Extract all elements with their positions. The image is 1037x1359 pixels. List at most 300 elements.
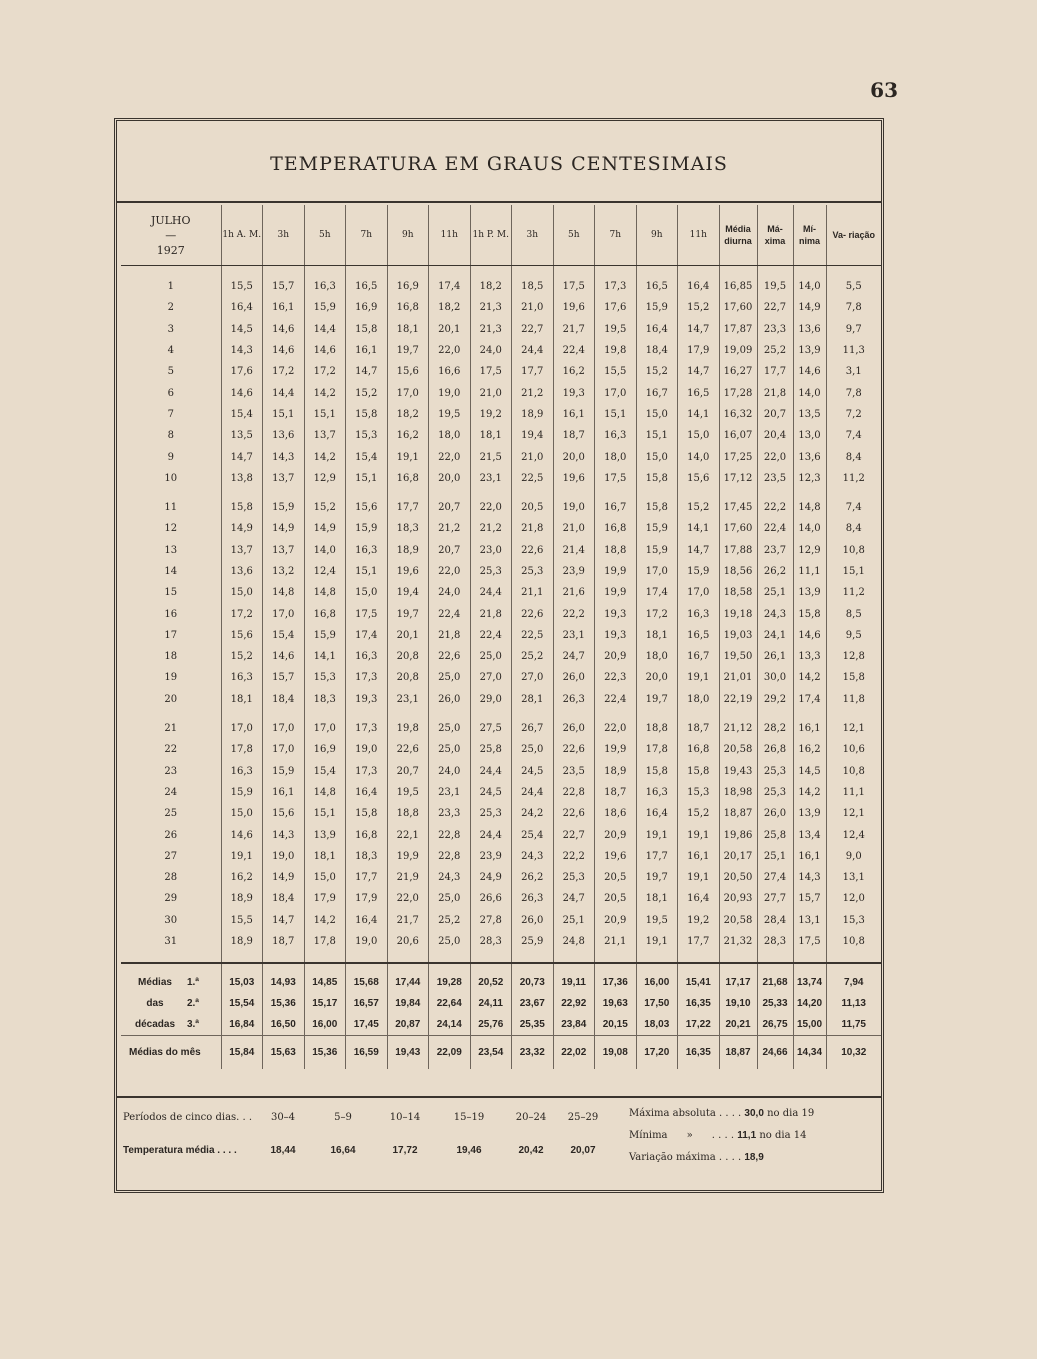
day-number: 4 bbox=[167, 345, 174, 357]
temp-cell: 20,5 bbox=[512, 497, 554, 518]
temp-cell: 18,7 bbox=[595, 782, 637, 803]
temp-cell: 19,50 bbox=[719, 646, 757, 667]
temp-cell: 22,1 bbox=[387, 824, 429, 845]
temp-cell: 19,1 bbox=[678, 824, 720, 845]
temp-cell: 14,6 bbox=[263, 319, 305, 340]
temp-cell: 14,6 bbox=[263, 340, 305, 361]
temp-cell: 17,5 bbox=[346, 603, 388, 624]
temp-cell: 9,0 bbox=[826, 846, 881, 867]
temp-cell: 16,8 bbox=[346, 824, 388, 845]
decade-ordinal: 2.ª bbox=[186, 998, 199, 1010]
gap-cell bbox=[793, 710, 826, 718]
decade-mean-value: 17,44 bbox=[387, 963, 429, 993]
temp-media-value: 20,42 bbox=[518, 1145, 544, 1156]
month-mean-value: 19,43 bbox=[387, 1036, 429, 1070]
temp-cell: 23,1 bbox=[470, 468, 512, 489]
temp-cell: 14,7 bbox=[678, 319, 720, 340]
temp-cell: 22,0 bbox=[595, 718, 637, 739]
temp-cell: 19,0 bbox=[553, 497, 595, 518]
temp-cell: 16,1 bbox=[793, 846, 826, 867]
period: 10–14 bbox=[389, 1112, 421, 1123]
temp-cell: 15,6 bbox=[387, 361, 429, 382]
temp-cell: 20,5 bbox=[595, 888, 637, 909]
day-number: 14 bbox=[164, 566, 178, 577]
temp-cell: 23,3 bbox=[757, 319, 793, 340]
temp-cell: 24,8 bbox=[553, 931, 595, 963]
day-number: 1 bbox=[167, 281, 174, 293]
temp-cell: 18,87 bbox=[719, 803, 757, 824]
temp-cell: 17,3 bbox=[346, 667, 388, 688]
month-dash: — bbox=[165, 228, 177, 242]
temp-cell: 22,4 bbox=[757, 518, 793, 539]
temp-cell: 15,2 bbox=[678, 497, 720, 518]
temp-cell: 26,0 bbox=[553, 718, 595, 739]
gap-cell bbox=[636, 710, 678, 718]
decade-mean-value: 22,64 bbox=[429, 993, 471, 1014]
temp-cell: 13,5 bbox=[793, 404, 826, 425]
temp-cell: 18,9 bbox=[387, 540, 429, 561]
decade-mean-value: 16,57 bbox=[346, 993, 388, 1014]
decade-mean-value: 7,94 bbox=[826, 963, 881, 993]
temp-cell: 13,9 bbox=[304, 824, 346, 845]
temp-cell: 19,0 bbox=[346, 739, 388, 760]
hour-header: 7h bbox=[346, 205, 388, 266]
temp-cell: 14,2 bbox=[793, 667, 826, 688]
temp-cell: 18,4 bbox=[263, 689, 305, 710]
temp-cell: 19,2 bbox=[678, 910, 720, 931]
gap-cell bbox=[121, 489, 221, 497]
decade-mean-value: 16,50 bbox=[263, 1014, 305, 1036]
temp-cell: 11,8 bbox=[826, 689, 881, 710]
temp-cell: 19,43 bbox=[719, 761, 757, 782]
temp-cell: 24,7 bbox=[553, 646, 595, 667]
temp-cell: 24,3 bbox=[512, 846, 554, 867]
temp-cell: 21,2 bbox=[429, 518, 471, 539]
temp-cell: 16,3 bbox=[221, 667, 263, 688]
month-mean-value: 24,66 bbox=[757, 1036, 793, 1070]
temp-cell: 24,9 bbox=[470, 867, 512, 888]
temp-cell: 19,4 bbox=[512, 425, 554, 446]
temp-cell: 22,8 bbox=[429, 824, 471, 845]
temp-cell: 13,5 bbox=[221, 425, 263, 446]
gap-cell bbox=[346, 710, 388, 718]
temp-cell: 18,8 bbox=[636, 718, 678, 739]
decade-mean-value: 16,35 bbox=[678, 993, 720, 1014]
temp-cell: 15,1 bbox=[346, 468, 388, 489]
temp-cell: 14,3 bbox=[221, 340, 263, 361]
temp-cell: 25,2 bbox=[429, 910, 471, 931]
temp-cell: 17,8 bbox=[636, 739, 678, 760]
table-row bbox=[121, 910, 881, 931]
decade-mean-value: 14,93 bbox=[263, 963, 305, 993]
temp-cell: 21,1 bbox=[512, 582, 554, 603]
temp-cell: 20,58 bbox=[719, 910, 757, 931]
temp-cell: 19,9 bbox=[387, 846, 429, 867]
day-number: 6 bbox=[167, 387, 174, 399]
temp-cell: 17,5 bbox=[793, 931, 826, 963]
day-number: 9 bbox=[167, 451, 174, 463]
temp-cell: 19,0 bbox=[346, 931, 388, 963]
gap-cell bbox=[595, 489, 637, 497]
table-frame bbox=[114, 118, 884, 1193]
temp-cell: 14,7 bbox=[221, 446, 263, 467]
media-header: Média diurna bbox=[719, 205, 757, 266]
temp-cell: 19,5 bbox=[757, 266, 793, 298]
temp-cell: 21,3 bbox=[470, 319, 512, 340]
temp-cell: 19,03 bbox=[719, 625, 757, 646]
temp-cell: 20,9 bbox=[595, 910, 637, 931]
temp-cell: 14,7 bbox=[678, 540, 720, 561]
temp-cell: 25,0 bbox=[429, 718, 471, 739]
month-mean-value: 15,63 bbox=[263, 1036, 305, 1070]
temp-cell: 14,5 bbox=[793, 761, 826, 782]
temp-cell: 19,3 bbox=[346, 689, 388, 710]
temp-cell: 20,9 bbox=[595, 824, 637, 845]
temp-cell: 16,9 bbox=[304, 739, 346, 760]
minima-header: Mí- nima bbox=[793, 205, 826, 266]
temp-cell: 16,1 bbox=[263, 782, 305, 803]
gap-cell bbox=[221, 710, 263, 718]
day-number: 24 bbox=[164, 786, 178, 798]
decade-mean-value: 17,17 bbox=[719, 963, 757, 993]
temp-cell: 28,3 bbox=[757, 931, 793, 963]
temp-cell: 17,0 bbox=[263, 603, 305, 624]
temp-cell: 20,6 bbox=[387, 931, 429, 963]
temp-cell: 19,6 bbox=[553, 468, 595, 489]
temp-cell: 10,8 bbox=[826, 540, 881, 561]
day-number: 20 bbox=[164, 693, 178, 705]
temp-cell: 20,1 bbox=[387, 625, 429, 646]
temp-cell: 19,3 bbox=[595, 603, 637, 624]
temp-cell: 15,4 bbox=[346, 446, 388, 467]
temp-cell: 14,2 bbox=[304, 446, 346, 467]
temp-cell: 14,2 bbox=[304, 382, 346, 403]
temp-cell: 19,9 bbox=[595, 739, 637, 760]
temp-cell: 15,5 bbox=[221, 910, 263, 931]
temp-cell: 20,17 bbox=[719, 846, 757, 867]
max-abs-line bbox=[629, 1108, 814, 1119]
temp-cell: 24,3 bbox=[429, 867, 471, 888]
temp-cell: 16,5 bbox=[678, 625, 720, 646]
temp-cell: 17,12 bbox=[719, 468, 757, 489]
temp-cell: 17,0 bbox=[636, 561, 678, 582]
temp-cell: 27,0 bbox=[512, 667, 554, 688]
temp-cell: 24,1 bbox=[757, 625, 793, 646]
temp-cell: 18,8 bbox=[387, 803, 429, 824]
temp-cell: 25,3 bbox=[512, 561, 554, 582]
temp-cell: 22,4 bbox=[429, 603, 471, 624]
temp-cell: 15,0 bbox=[304, 867, 346, 888]
temp-cell: 15,1 bbox=[826, 561, 881, 582]
table-row bbox=[121, 739, 881, 760]
maxima-header: Má- xima bbox=[757, 205, 793, 266]
temp-cell: 14,2 bbox=[304, 910, 346, 931]
month-mean-value: 16,59 bbox=[346, 1036, 388, 1070]
month-mean-label: Médias do mês bbox=[121, 1036, 221, 1070]
period: 20–24 bbox=[515, 1112, 547, 1123]
temp-media-value: 16,64 bbox=[330, 1145, 356, 1156]
temp-cell: 24,5 bbox=[512, 761, 554, 782]
month-mean-value: 17,20 bbox=[636, 1036, 678, 1070]
temp-media-value: 17,72 bbox=[392, 1145, 418, 1156]
temp-cell: 13,6 bbox=[793, 319, 826, 340]
month-mean-value: 23,54 bbox=[470, 1036, 512, 1070]
temp-cell: 15,0 bbox=[636, 446, 678, 467]
temp-cell: 21,0 bbox=[512, 446, 554, 467]
temp-cell: 16,5 bbox=[636, 266, 678, 298]
temp-cell: 22,19 bbox=[719, 689, 757, 710]
temp-cell: 14,1 bbox=[678, 404, 720, 425]
temp-cell: 15,5 bbox=[595, 361, 637, 382]
temp-cell: 13,9 bbox=[793, 340, 826, 361]
decade-mean-row bbox=[121, 963, 881, 993]
temp-cell: 19,3 bbox=[553, 382, 595, 403]
temp-cell: 15,9 bbox=[636, 540, 678, 561]
table-row bbox=[121, 540, 881, 561]
month-mean-value: 19,08 bbox=[595, 1036, 637, 1070]
temp-cell: 17,9 bbox=[346, 888, 388, 909]
day-number: 12 bbox=[164, 523, 178, 535]
decade-mean-value: 19,10 bbox=[719, 993, 757, 1014]
temp-cell: 22,5 bbox=[512, 625, 554, 646]
temp-cell: 15,1 bbox=[304, 404, 346, 425]
temp-cell: 19,2 bbox=[470, 404, 512, 425]
temp-cell: 15,1 bbox=[346, 561, 388, 582]
temp-cell: 22,7 bbox=[553, 824, 595, 845]
temp-cell: 23,9 bbox=[553, 561, 595, 582]
temp-cell: 25,0 bbox=[429, 667, 471, 688]
temp-cell: 25,3 bbox=[470, 561, 512, 582]
decade-mean-value: 22,92 bbox=[553, 993, 595, 1014]
temp-cell: 20,1 bbox=[429, 319, 471, 340]
decade-mean-value: 20,73 bbox=[512, 963, 554, 993]
temp-cell: 17,7 bbox=[512, 361, 554, 382]
temp-cell: 15,8 bbox=[346, 404, 388, 425]
temp-cell: 20,0 bbox=[429, 468, 471, 489]
temp-cell: 13,1 bbox=[793, 910, 826, 931]
decade-mean-value: 17,50 bbox=[636, 993, 678, 1014]
year-label: 1927 bbox=[156, 243, 185, 257]
day-number: 17 bbox=[164, 629, 178, 641]
temp-cell: 26,0 bbox=[512, 910, 554, 931]
temp-cell: 21,3 bbox=[470, 297, 512, 318]
temp-cell: 15,3 bbox=[826, 910, 881, 931]
temp-cell: 17,0 bbox=[263, 718, 305, 739]
month-mean-value: 22,09 bbox=[429, 1036, 471, 1070]
temp-cell: 29,0 bbox=[470, 689, 512, 710]
temp-cell: 19,18 bbox=[719, 603, 757, 624]
temp-cell: 14,9 bbox=[263, 518, 305, 539]
var-label: Variação máxima . . . . bbox=[629, 1152, 742, 1163]
temp-cell: 17,7 bbox=[636, 846, 678, 867]
temp-cell: 17,45 bbox=[719, 497, 757, 518]
temp-cell: 18,1 bbox=[304, 846, 346, 867]
temp-cell: 3,1 bbox=[826, 361, 881, 382]
decade-mean-value: 24,11 bbox=[470, 993, 512, 1014]
temp-cell: 23,5 bbox=[553, 761, 595, 782]
decade-mean-value: 15,68 bbox=[346, 963, 388, 993]
decade-mean-value: 15,03 bbox=[221, 963, 263, 993]
month-mean-value: 15,36 bbox=[304, 1036, 346, 1070]
gap-cell bbox=[470, 710, 512, 718]
gap-cell bbox=[304, 489, 346, 497]
temp-cell: 27,8 bbox=[470, 910, 512, 931]
gap-cell bbox=[678, 489, 720, 497]
temp-cell: 16,7 bbox=[595, 497, 637, 518]
table-body bbox=[121, 266, 881, 1070]
temp-cell: 15,0 bbox=[221, 582, 263, 603]
temp-cell: 17,6 bbox=[595, 297, 637, 318]
temp-cell: 16,32 bbox=[719, 404, 757, 425]
temp-cell: 14,6 bbox=[793, 625, 826, 646]
temp-cell: 15,0 bbox=[636, 404, 678, 425]
temp-cell: 17,4 bbox=[793, 689, 826, 710]
temp-cell: 16,3 bbox=[595, 425, 637, 446]
temp-cell: 19,7 bbox=[636, 867, 678, 888]
title-box bbox=[117, 121, 881, 203]
decade-mean-value: 15,00 bbox=[793, 1014, 826, 1036]
temp-cell: 24,5 bbox=[470, 782, 512, 803]
temp-cell: 11,2 bbox=[826, 468, 881, 489]
temperature-table bbox=[121, 205, 881, 1069]
temp-cell: 19,1 bbox=[636, 824, 678, 845]
temp-cell: 16,8 bbox=[595, 518, 637, 539]
gap-cell bbox=[512, 710, 554, 718]
temp-cell: 15,8 bbox=[221, 497, 263, 518]
temp-cell: 13,9 bbox=[793, 803, 826, 824]
temp-cell: 26,0 bbox=[553, 667, 595, 688]
temp-cell: 12,9 bbox=[304, 468, 346, 489]
temp-cell: 7,2 bbox=[826, 404, 881, 425]
table-row bbox=[121, 266, 881, 298]
decade-mean-value: 19,63 bbox=[595, 993, 637, 1014]
temp-cell: 21,7 bbox=[387, 910, 429, 931]
temp-cell: 18,2 bbox=[429, 297, 471, 318]
temp-cell: 25,1 bbox=[757, 846, 793, 867]
temp-cell: 17,60 bbox=[719, 518, 757, 539]
decade-mean-row bbox=[121, 1014, 881, 1036]
temp-cell: 15,8 bbox=[636, 497, 678, 518]
decade-mean-value: 14,20 bbox=[793, 993, 826, 1014]
day-number: 5 bbox=[167, 366, 174, 378]
temp-cell: 15,1 bbox=[595, 404, 637, 425]
temp-cell: 19,8 bbox=[387, 718, 429, 739]
temp-cell: 18,0 bbox=[595, 446, 637, 467]
gap-cell bbox=[221, 489, 263, 497]
temp-cell: 19,5 bbox=[595, 319, 637, 340]
temp-cell: 16,4 bbox=[678, 888, 720, 909]
table-row bbox=[121, 782, 881, 803]
temp-cell: 16,3 bbox=[346, 646, 388, 667]
temp-cell: 16,4 bbox=[346, 782, 388, 803]
hour-header: 1h A. M. bbox=[221, 205, 263, 266]
temp-cell: 16,9 bbox=[387, 266, 429, 298]
temp-cell: 10,8 bbox=[826, 761, 881, 782]
temp-media-label: Temperatura média . . . . bbox=[123, 1145, 237, 1156]
temp-cell: 18,9 bbox=[221, 931, 263, 963]
decade-mean-value: 15,41 bbox=[678, 963, 720, 993]
temp-cell: 18,56 bbox=[719, 561, 757, 582]
temp-cell: 15,3 bbox=[346, 425, 388, 446]
temp-cell: 17,5 bbox=[470, 361, 512, 382]
temp-cell: 18,7 bbox=[553, 425, 595, 446]
temp-cell: 19,5 bbox=[429, 404, 471, 425]
table-row bbox=[121, 340, 881, 361]
temp-cell: 17,0 bbox=[387, 382, 429, 403]
temp-cell: 18,0 bbox=[678, 689, 720, 710]
temp-cell: 19,1 bbox=[221, 846, 263, 867]
temp-cell: 21,2 bbox=[470, 518, 512, 539]
table-row bbox=[121, 931, 881, 963]
month-mean-value: 16,35 bbox=[678, 1036, 720, 1070]
temp-cell: 16,7 bbox=[678, 646, 720, 667]
temp-cell: 19,3 bbox=[595, 625, 637, 646]
temp-cell: 15,7 bbox=[263, 266, 305, 298]
hour-header: 9h bbox=[636, 205, 678, 266]
temp-cell: 7,8 bbox=[826, 382, 881, 403]
table-row bbox=[121, 382, 881, 403]
temp-cell: 24,3 bbox=[757, 603, 793, 624]
gap-cell bbox=[553, 489, 595, 497]
temp-cell: 28,2 bbox=[757, 718, 793, 739]
temp-cell: 15,2 bbox=[678, 297, 720, 318]
decade-mean-value: 11,13 bbox=[826, 993, 881, 1014]
temp-cell: 14,6 bbox=[793, 361, 826, 382]
table-row bbox=[121, 361, 881, 382]
temp-cell: 13,3 bbox=[793, 646, 826, 667]
temp-cell: 19,9 bbox=[595, 561, 637, 582]
day-number: 27 bbox=[164, 850, 178, 862]
temp-cell: 18,1 bbox=[636, 888, 678, 909]
decade-mean-value: 23,67 bbox=[512, 993, 554, 1014]
temp-cell: 22,0 bbox=[757, 446, 793, 467]
temp-cell: 19,6 bbox=[595, 846, 637, 867]
table-row bbox=[121, 888, 881, 909]
temp-cell: 23,9 bbox=[470, 846, 512, 867]
month-mean-value: 15,84 bbox=[221, 1036, 263, 1070]
temp-cell: 20,9 bbox=[595, 646, 637, 667]
decade-mean-value: 25,35 bbox=[512, 1014, 554, 1036]
temp-cell: 14,7 bbox=[346, 361, 388, 382]
temp-cell: 21,8 bbox=[470, 603, 512, 624]
temp-media-value: 20,07 bbox=[570, 1145, 596, 1156]
gap-cell bbox=[263, 489, 305, 497]
temp-cell: 16,3 bbox=[346, 540, 388, 561]
temp-cell: 13,6 bbox=[793, 446, 826, 467]
temp-media-value: 19,46 bbox=[456, 1145, 482, 1156]
temp-cell: 19,1 bbox=[387, 446, 429, 467]
hour-header: 3h bbox=[263, 205, 305, 266]
gap-cell bbox=[263, 710, 305, 718]
hour-header: 5h bbox=[304, 205, 346, 266]
gap-cell bbox=[346, 489, 388, 497]
gap-cell bbox=[121, 710, 221, 718]
temp-cell: 21,32 bbox=[719, 931, 757, 963]
temp-cell: 18,3 bbox=[387, 518, 429, 539]
temp-cell: 17,5 bbox=[553, 266, 595, 298]
temp-cell: 5,5 bbox=[826, 266, 881, 298]
temp-cell: 15,2 bbox=[678, 803, 720, 824]
temp-cell: 22,8 bbox=[429, 846, 471, 867]
decade-mean-value: 21,68 bbox=[757, 963, 793, 993]
temp-cell: 26,8 bbox=[757, 739, 793, 760]
temp-cell: 16,7 bbox=[636, 382, 678, 403]
hour-header: 7h bbox=[595, 205, 637, 266]
day-number: 28 bbox=[164, 872, 178, 884]
temp-cell: 18,2 bbox=[387, 404, 429, 425]
temp-cell: 22,2 bbox=[553, 603, 595, 624]
temp-cell: 21,8 bbox=[429, 625, 471, 646]
